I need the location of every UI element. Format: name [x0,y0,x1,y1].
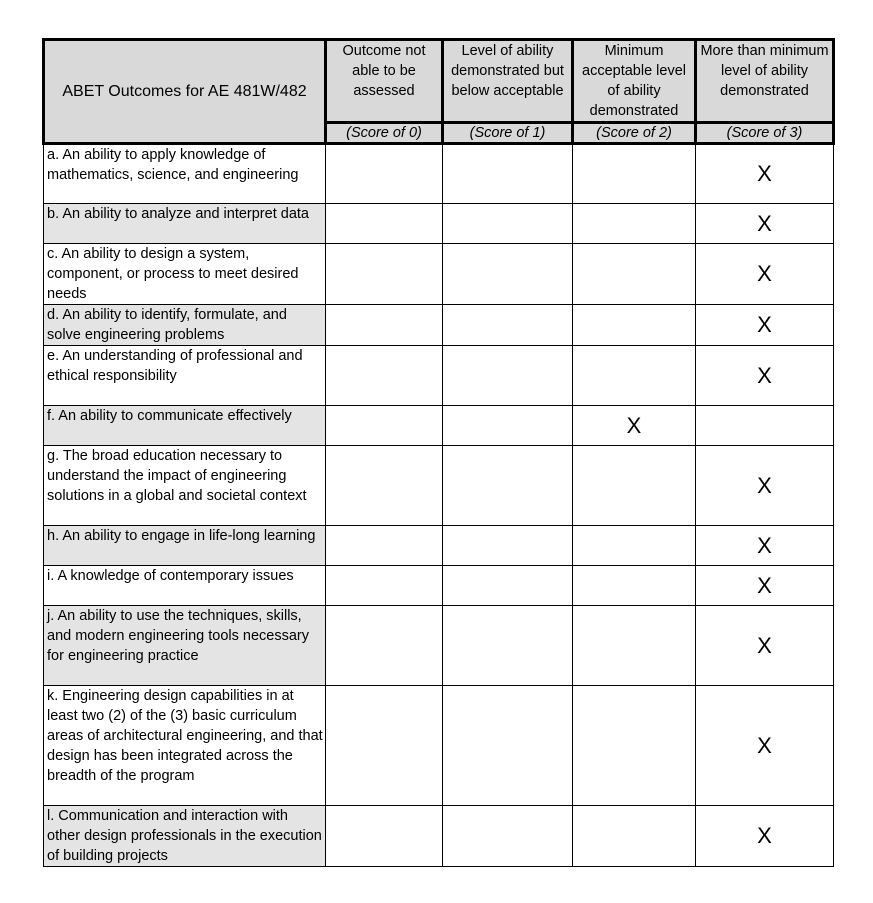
abet-outcomes-table [42,38,835,867]
level-0-label: Outcome not able to be assessed [326,40,443,123]
score-cell-2 [573,406,696,446]
score-cell-0 [326,244,443,305]
table-row [44,244,834,305]
level-2-label: Minimum acceptable level of ability demonstrated [573,40,696,123]
x-mark: X [757,532,772,558]
outcome-description: l. Communication and interaction with other design professionals in the execution of building projects [44,806,326,867]
outcomes-title: ABET Outcomes for AE 481W/482 [44,40,326,144]
score-cell-1 [443,446,573,526]
x-mark: X [757,823,772,848]
table-row [44,406,834,446]
score-cell-1 [443,144,573,204]
x-mark: X [757,732,772,758]
table-row [44,346,834,406]
table-row [44,446,834,526]
score-cell-1 [443,204,573,244]
table-row [44,606,834,686]
score-cell-0 [326,204,443,244]
x-mark: X [757,161,772,186]
score-cell-1 [443,606,573,686]
outcome-description: i. A knowledge of contemporary issues [44,566,326,606]
score-cell-0 [326,446,443,526]
score-cell-3 [696,305,834,346]
score-cell-1 [443,686,573,806]
score-cell-2 [573,305,696,346]
outcome-rows [44,144,834,867]
outcome-description: j. An ability to use the techniques, skills, and modern engineering tools necessary for engineering practice [44,606,326,686]
score-cell-3 [696,526,834,566]
outcome-description: h. An ability to engage in life-long learning [44,526,326,566]
outcome-description: d. An ability to identify, formulate, and solve engineering problems [44,305,326,346]
level-1-score: (Score of 1) [443,123,573,144]
x-mark: X [757,210,772,236]
score-cell-2 [573,806,696,867]
score-cell-1 [443,526,573,566]
score-cell-3 [696,686,834,806]
score-cell-2 [573,144,696,204]
score-cell-0 [326,406,443,446]
outcome-description: f. An ability to communicate effectively [44,406,326,446]
score-cell-0 [326,526,443,566]
score-cell-1 [443,806,573,867]
x-mark: X [757,362,772,388]
table-row [44,526,834,566]
score-cell-1 [443,244,573,305]
score-cell-0 [326,686,443,806]
score-cell-3 [696,406,834,446]
score-cell-2 [573,606,696,686]
outcome-description: c. An ability to design a system, component, or process to meet desired needs [44,244,326,305]
outcome-description: k. Engineering design capabilities in at least two (2) of the (3) basic curriculum areas of architectural engineering, and that design has been integrated across the breadth of the program [44,686,326,806]
x-mark: X [757,472,772,498]
level-2-score: (Score of 2) [573,123,696,144]
x-mark: X [757,572,772,598]
score-cell-3 [696,204,834,244]
score-cell-3 [696,144,834,204]
level-0-score: (Score of 0) [326,123,443,144]
outcome-description: b. An ability to analyze and interpret data [44,204,326,244]
score-cell-2 [573,346,696,406]
table-row [44,204,834,244]
score-cell-1 [443,346,573,406]
score-cell-0 [326,806,443,867]
score-cell-0 [326,566,443,606]
outcome-description: g. The broad education necessary to understand the impact of engineering solutions in a global and societal context [44,446,326,526]
score-cell-1 [443,305,573,346]
level-3-score: (Score of 3) [696,123,834,144]
table-row [44,686,834,806]
x-mark: X [757,312,772,337]
score-cell-3 [696,244,834,305]
outcome-description: e. An understanding of professional and ethical responsibility [44,346,326,406]
score-cell-3 [696,566,834,606]
score-cell-3 [696,446,834,526]
x-mark: X [757,632,772,658]
header-row [44,40,834,123]
score-cell-3 [696,606,834,686]
score-cell-2 [573,446,696,526]
table-row [44,566,834,606]
score-cell-2 [573,686,696,806]
score-cell-3 [696,346,834,406]
score-cell-1 [443,566,573,606]
level-3-label: More than minimum level of ability demonstrated [696,40,834,123]
table-row [44,144,834,204]
score-cell-0 [326,346,443,406]
level-1-label: Level of ability demonstrated but below acceptable [443,40,573,123]
score-cell-0 [326,144,443,204]
table-row [44,806,834,867]
score-cell-2 [573,526,696,566]
score-cell-1 [443,406,573,446]
x-mark: X [626,412,642,438]
score-cell-0 [326,305,443,346]
x-mark: X [757,261,772,286]
score-cell-2 [573,244,696,305]
score-cell-0 [326,606,443,686]
outcome-description: a. An ability to apply knowledge of mathematics, science, and engineering [44,144,326,204]
table-row [44,305,834,346]
score-cell-3 [696,806,834,867]
score-cell-2 [573,204,696,244]
score-cell-2 [573,566,696,606]
